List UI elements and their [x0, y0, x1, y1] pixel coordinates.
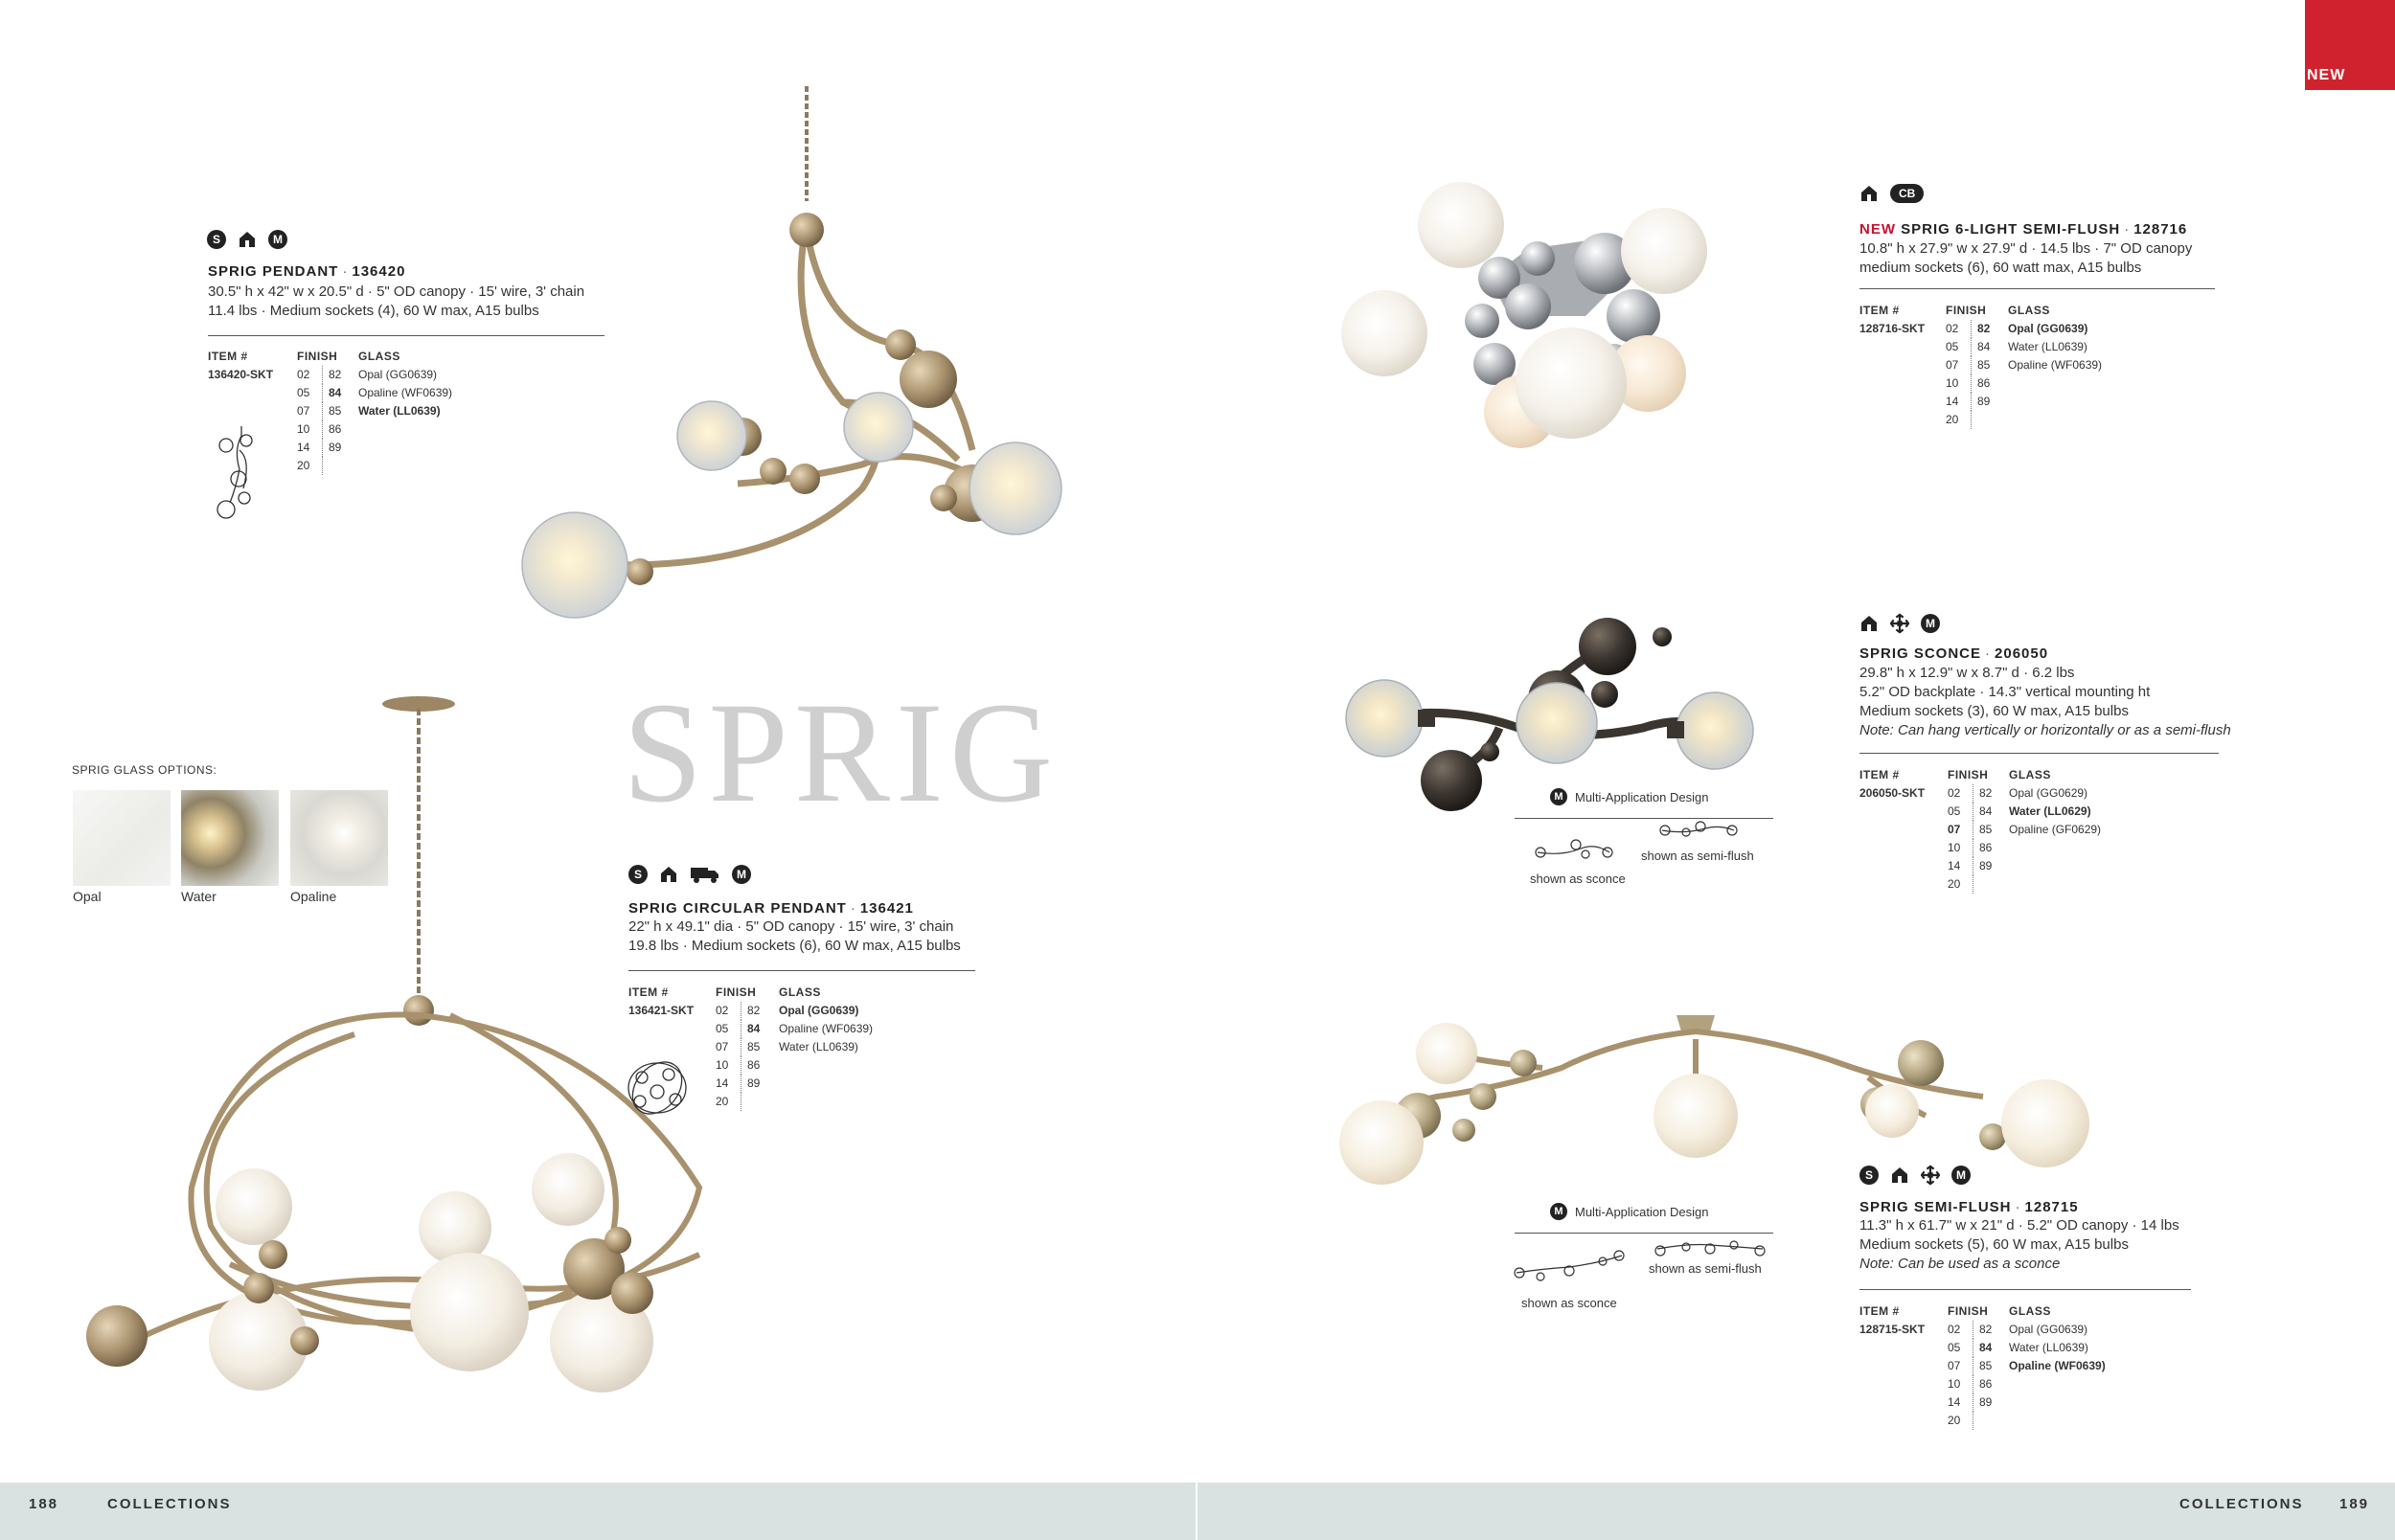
finish-code: 05: [1948, 1341, 1961, 1354]
product-206050-photo: [1327, 608, 1768, 819]
shown-as-semi-flush-label: shown as semi-flush: [1649, 1261, 1762, 1276]
glass-label-opal: Opal: [73, 889, 102, 904]
finish-code: 02: [1948, 786, 1961, 800]
finish-code: 14: [1946, 395, 1959, 408]
finish-list: [1948, 1321, 2001, 1430]
finish-code: 02: [716, 1004, 729, 1017]
finish-code: 89: [1971, 393, 1999, 411]
mount-icon: [1890, 614, 1909, 633]
glass-option: Opaline (GF0629): [2009, 823, 2102, 836]
finish-code: 82: [1971, 320, 1999, 338]
finish-code: 05: [1946, 340, 1959, 353]
finish-code: 07: [1948, 823, 1961, 836]
finish-code: 85: [741, 1038, 769, 1056]
shown-as-sconce-label: shown as sconce: [1530, 872, 1626, 886]
finish-code: 85: [322, 402, 351, 420]
glass-list: [358, 366, 452, 420]
glass-header: GLASS: [2009, 768, 2051, 781]
house-icon: [238, 230, 257, 249]
spec-line: 10.8" h x 27.9" w x 27.9" d · 14.5 lbs · 7" OD canopy: [1859, 240, 2193, 257]
finish-code: 10: [297, 422, 310, 436]
product-128716-desc: [1859, 239, 2192, 278]
product-206050-title: SPRIG SCONCE · 206050: [1859, 645, 2049, 662]
spec-line: Medium sockets (5), 60 W max, A15 bulbs: [1859, 1236, 2129, 1253]
section-label-right: COLLECTIONS: [2179, 1496, 2304, 1512]
product-136421-icons: [628, 865, 751, 884]
finish-code: 20: [1948, 1414, 1961, 1427]
finish-code: 20: [1948, 877, 1961, 891]
finish-code: 85: [1973, 1357, 2001, 1375]
glass-option: Opaline (WF0639): [779, 1022, 874, 1035]
glass-label-opaline: Opaline: [290, 889, 337, 904]
glass-header: GLASS: [2009, 1304, 2051, 1318]
finish-code: 82: [741, 1002, 769, 1020]
section-label-left: COLLECTIONS: [107, 1496, 232, 1512]
page-footer: [0, 1483, 2395, 1540]
finish-header: FINISH: [1946, 304, 1987, 317]
product-206050-icons: [1859, 614, 1940, 633]
finish-code: 82: [1973, 1321, 2001, 1339]
shown-as-sconce-label: shown as sconce: [1521, 1296, 1617, 1310]
sloped-ceiling-icon: S: [1859, 1166, 1879, 1185]
finish-code: [1973, 1412, 2001, 1430]
finish-list: [297, 366, 351, 475]
finish-code: 82: [1973, 784, 2001, 803]
finish-code: 89: [1973, 1393, 2001, 1412]
spread-gutter: [1196, 1483, 1198, 1540]
finish-code: 20: [716, 1095, 729, 1108]
house-icon: [1890, 1166, 1909, 1185]
finish-code: [741, 1093, 769, 1111]
product-name: SPRIG SCONCE: [1859, 645, 1982, 662]
sconce-line-drawing: [1533, 835, 1615, 864]
product-128715-desc: [1859, 1216, 2179, 1274]
finish-code: 02: [297, 368, 310, 381]
spec-line: Medium sockets (3), 60 W max, A15 bulbs: [1859, 703, 2129, 719]
product-128716-title: NEW SPRIG 6-LIGHT SEMI-FLUSH · 128716: [1859, 221, 2188, 238]
product-128715-multi-application: [1550, 1203, 1708, 1220]
glass-option: Opaline (WF0639): [2009, 1359, 2106, 1372]
page-number-left: 188: [29, 1496, 59, 1512]
product-136420-line-drawing: [213, 421, 270, 522]
finish-code: 84: [1971, 338, 1999, 356]
medium-socket-icon: M: [1951, 1166, 1971, 1185]
finish-code: 85: [1971, 356, 1999, 374]
truck-icon: [690, 865, 720, 884]
semi-flush-line-drawing: [1653, 1235, 1768, 1262]
spec-line: 11.4 lbs · Medium sockets (4), 60 W max, A15 bulbs: [208, 303, 539, 319]
finish-code: 86: [1973, 839, 2001, 857]
finish-code: [1971, 411, 1999, 429]
product-136421-desc: [628, 917, 961, 956]
finish-header: FINISH: [297, 350, 338, 363]
divider: [1859, 288, 2215, 289]
glass-header: GLASS: [358, 350, 400, 363]
glass-option: Water (LL0639): [358, 404, 441, 418]
semi-flush-line-drawing: [1657, 819, 1740, 842]
glass-option: Water (LL0629): [2009, 804, 2091, 818]
finish-code: 86: [741, 1056, 769, 1075]
finish-code: 10: [1946, 376, 1959, 390]
finish-code: 14: [297, 441, 310, 454]
product-128715-icons: [1859, 1166, 1971, 1185]
finish-code: 07: [1946, 358, 1959, 372]
spec-line: 19.8 lbs · Medium sockets (6), 60 W max, A15 bulbs: [628, 938, 961, 954]
page-number-right: 189: [2339, 1496, 2370, 1512]
spec-line: 30.5" h x 42" w x 20.5" d · 5" OD canopy · 15' wire, 3' chain: [208, 283, 585, 300]
product-136420-photo: [498, 86, 1073, 632]
cb-badge: CB: [1890, 184, 1924, 203]
product-number: 206050: [1995, 645, 2049, 662]
medium-socket-icon: M: [1921, 614, 1940, 633]
finish-code: 86: [1971, 374, 1999, 393]
finish-code: 07: [1948, 1359, 1961, 1372]
glass-header: GLASS: [779, 985, 821, 999]
product-206050-spec-table: [1859, 766, 2166, 900]
glass-option: Opaline (WF0639): [2008, 358, 2103, 372]
product-136420-title: SPRIG PENDANT · 136420: [208, 263, 406, 280]
sloped-ceiling-icon: S: [628, 865, 648, 884]
finish-code: 05: [716, 1022, 729, 1035]
new-tab-label: NEW: [2307, 67, 2346, 83]
finish-header: FINISH: [1948, 1304, 1989, 1318]
product-note: Note: Can hang vertically or horizontally or as a semi-flush: [1859, 722, 2231, 738]
item-header: ITEM #: [1859, 304, 1900, 317]
finish-code: [322, 457, 351, 475]
divider: [1515, 1233, 1773, 1234]
finish-code: 89: [741, 1075, 769, 1093]
finish-code: 20: [297, 459, 310, 472]
product-136421-line-drawing: [623, 1053, 692, 1121]
finish-code: 86: [322, 420, 351, 439]
product-number: 136421: [859, 900, 914, 917]
house-icon: [1859, 184, 1879, 203]
product-name: SPRIG 6-LIGHT SEMI-FLUSH: [1901, 221, 2121, 238]
mount-icon: [1921, 1166, 1940, 1185]
product-note: Note: Can be used as a sconce: [1859, 1256, 2061, 1272]
finish-code: 14: [1948, 1395, 1961, 1409]
finish-code: 20: [1946, 413, 1959, 426]
house-icon: [659, 865, 678, 884]
finish-code: 10: [716, 1058, 729, 1072]
product-name: SPRIG PENDANT: [208, 263, 339, 280]
finish-list: [1948, 784, 2001, 894]
product-206050-multi-application: [1550, 788, 1708, 805]
glass-option: Water (LL0639): [779, 1040, 858, 1053]
product-128716-spec-table: [1859, 302, 2166, 436]
item-number: 128715-SKT: [1859, 1323, 1926, 1336]
finish-code: [1973, 875, 2001, 894]
finish-code: 85: [1973, 821, 2001, 839]
item-number: 206050-SKT: [1859, 786, 1926, 800]
finish-code: 84: [322, 384, 351, 402]
product-128715-spec-table: [1859, 1302, 2166, 1437]
finish-code: 05: [297, 386, 310, 399]
glass-option: Opal (GG0639): [779, 1004, 859, 1017]
glass-option: Opal (GG0639): [2008, 322, 2088, 335]
new-tab: [2305, 0, 2395, 90]
divider: [628, 970, 975, 971]
sloped-ceiling-icon: S: [207, 230, 226, 249]
finish-list: [716, 1002, 769, 1111]
finish-code: 14: [716, 1076, 729, 1090]
medium-socket-icon: M: [732, 865, 751, 884]
finish-code: 02: [1946, 322, 1959, 335]
product-128715-photo: [1332, 1010, 2098, 1192]
spec-line: 5.2" OD backplate · 14.3" vertical mounting ht: [1859, 684, 2151, 700]
glass-option: Opal (GG0639): [358, 368, 438, 381]
glass-header: GLASS: [2008, 304, 2050, 317]
finish-code: 84: [1973, 803, 2001, 821]
finish-code: 86: [1973, 1375, 2001, 1393]
medium-socket-icon: M: [1550, 788, 1567, 805]
glass-list: [2008, 320, 2102, 374]
finish-code: 82: [322, 366, 351, 384]
glass-label-water: Water: [181, 889, 217, 904]
product-136421-title: SPRIG CIRCULAR PENDANT · 136421: [628, 900, 914, 917]
house-icon: [1859, 614, 1879, 633]
finish-code: 84: [1973, 1339, 2001, 1357]
product-name: SPRIG CIRCULAR PENDANT: [628, 900, 847, 917]
glass-list: [779, 1002, 873, 1056]
finish-code: 07: [716, 1040, 729, 1053]
finish-code: 07: [297, 404, 310, 418]
item-header: ITEM #: [628, 985, 669, 999]
product-number: 128716: [2133, 221, 2188, 238]
finish-code: 05: [1948, 804, 1961, 818]
glass-option: Water (LL0639): [2009, 1341, 2088, 1354]
medium-socket-icon: M: [1550, 1203, 1567, 1220]
product-128716-icons: [1859, 184, 1924, 203]
finish-code: 84: [741, 1020, 769, 1038]
glass-option: Opaline (WF0639): [358, 386, 453, 399]
multi-application-label: Multi-Application Design: [1575, 789, 1709, 804]
finish-header: FINISH: [1948, 768, 1989, 781]
glass-option: Opal (GG0629): [2009, 786, 2088, 800]
product-name: SPRIG SEMI-FLUSH: [1859, 1199, 2012, 1215]
new-label: NEW: [1859, 221, 1896, 238]
spec-line: 22" h x 49.1" dia · 5" OD canopy · 15' wire, 3' chain: [628, 918, 954, 935]
spec-line: 29.8" h x 12.9" w x 8.7" d · 6.2 lbs: [1859, 665, 2075, 681]
item-header: ITEM #: [1859, 768, 1900, 781]
product-128716-photo: [1336, 172, 1777, 460]
finish-code: 02: [1948, 1323, 1961, 1336]
product-128715-title: SPRIG SEMI-FLUSH · 128715: [1859, 1199, 2079, 1215]
item-number: 136421-SKT: [628, 1004, 695, 1017]
item-number: 136420-SKT: [208, 368, 274, 381]
finish-code: 89: [1973, 857, 2001, 875]
spec-line: 11.3" h x 61.7" w x 21" d · 5.2" OD canopy · 14 lbs: [1859, 1217, 2179, 1234]
item-header: ITEM #: [1859, 1304, 1900, 1318]
divider: [1859, 1289, 2191, 1290]
finish-code: 14: [1948, 859, 1961, 872]
divider: [1859, 753, 2219, 754]
product-number: 136420: [352, 263, 406, 280]
glass-options-title: SPRIG GLASS OPTIONS:: [72, 763, 217, 777]
item-number: 128716-SKT: [1859, 322, 1926, 335]
spec-line: medium sockets (6), 60 watt max, A15 bulbs: [1859, 260, 2142, 276]
collection-title: SPRIG: [623, 673, 1060, 832]
finish-code: 10: [1948, 841, 1961, 854]
finish-code: 89: [322, 439, 351, 457]
finish-list: [1946, 320, 1999, 429]
sconce-line-drawing: [1512, 1250, 1627, 1284]
glass-option: Opal (GG0639): [2009, 1323, 2088, 1336]
multi-application-label: Multi-Application Design: [1575, 1204, 1709, 1219]
product-number: 128715: [2024, 1199, 2079, 1215]
finish-code: 10: [1948, 1377, 1961, 1391]
product-136421-photo: [67, 690, 718, 1403]
item-header: ITEM #: [208, 350, 248, 363]
finish-header: FINISH: [716, 985, 757, 999]
medium-socket-icon: M: [268, 230, 287, 249]
glass-list: [2009, 784, 2101, 839]
glass-list: [2009, 1321, 2106, 1375]
product-136420-icons: [207, 230, 287, 249]
glass-option: Water (LL0639): [2008, 340, 2087, 353]
shown-as-semi-flush-label: shown as semi-flush: [1641, 849, 1754, 863]
product-206050-desc: [1859, 664, 2231, 740]
